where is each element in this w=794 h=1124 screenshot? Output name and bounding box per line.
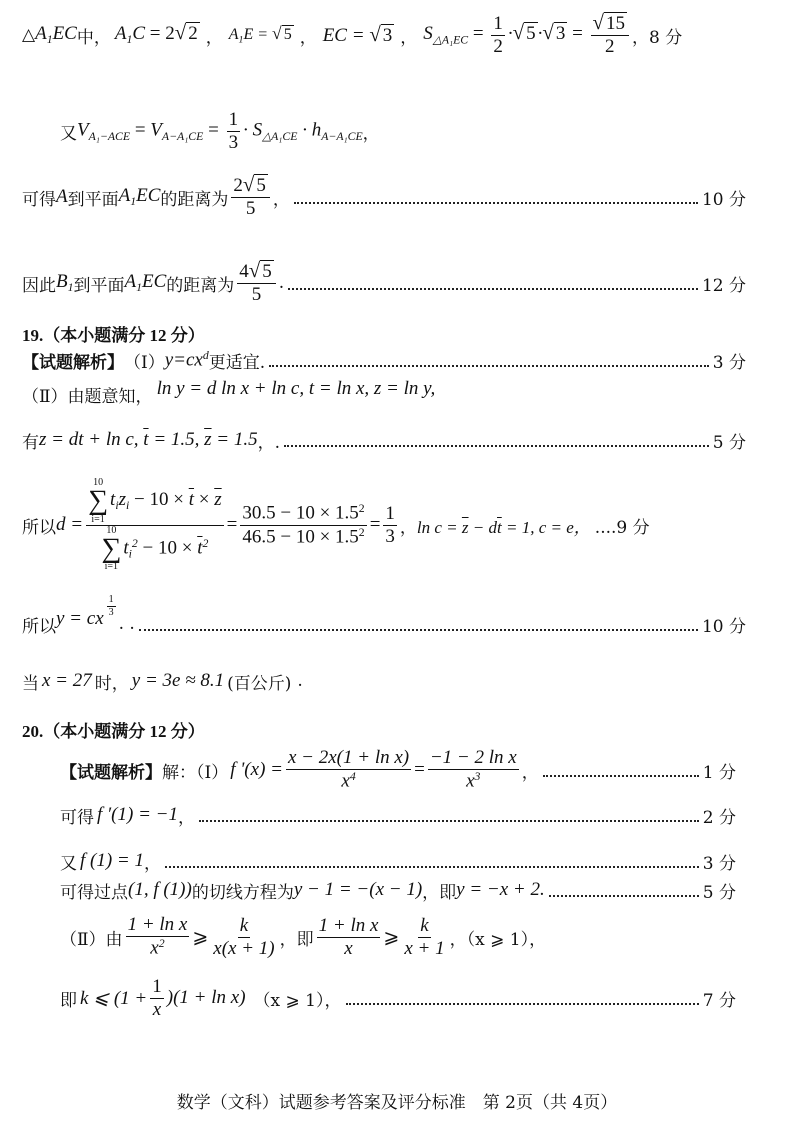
line-distance-a: 可得 A 到平面 $A_1EC$ 的距离为 2 √ 5 5 ， 10 分: [22, 172, 746, 219]
leader-dots: [294, 202, 698, 204]
score-5b: 5 分: [702, 882, 736, 903]
volume-formula: $V_{A_1-ACE} = V_{A-A_1CE}$ = $\frac{1}{3}$ · $S_{\triangle A_1CE} \cdot h_{A-A_1CE}$: [77, 108, 363, 153]
line-20-tangent: 可得过点 (1, f (1)) 的切线方程为 y − 1 = −(x − 1) ，即 y = −x + 2. 5 分: [60, 879, 736, 903]
line-19-d-value: 所以 d = 10 ∑ i=1 $t_iz_i - 10 \times \overline{t} \times \overline{z}$ 10 ∑ i=1 $t_i^2 - 10 \times \overline{t}^2$ = $\frac{30.5 - 10 \times 1.5^2}{46.5 - 10 \times 1.5^2}$ = $\frac{1}{3}$ ， $\ln c = \overline{z} - d\overline{t} = 1$, c = e， ....9 分: [22, 476, 650, 573]
line-19-result: 所以 y = cx $\frac{1}{3}$ . . 10 分: [22, 594, 746, 637]
line-20-fprime: 可得 f ′(1) = −1 ， 2 分: [60, 804, 736, 828]
score-8: ，8 分: [632, 27, 683, 48]
line-19-estimate: 当 x = 27 时， y = 3e ≈ 8.1 (百公斤) .: [22, 670, 303, 694]
q20-heading: 20.（本小题满分 12 分）: [22, 721, 205, 741]
score-10b: 10 分: [701, 616, 746, 637]
score-5: 5 分: [712, 432, 746, 453]
line-20-f1: 又 f (1) = 1 ， 3 分: [60, 850, 736, 874]
text-zhong: 中，: [76, 27, 111, 48]
line-20-k-bound: 即 k ⩽ (1 + $\frac{1}{x}$ )(1 + ln x) （x ⩾ 1）， 7 分: [60, 975, 736, 1020]
score-3: 3 分: [712, 352, 746, 373]
line-19-part2: （Ⅱ）由题意知， ln y = d ln x + ln c, t = ln x, z = ln y,: [22, 378, 436, 407]
area-formula: $S_{\triangle A_1EC}$ = $\frac{1}{2}$ · √ 5 · √ 3 = √ 15 2: [423, 12, 632, 58]
a1e-length: $A_1E$ = √ 5: [228, 22, 292, 46]
line-19-means: 有 z = dt + ln c, $\overline{t} = 1.5$, $\overline{z} = 1.5$ ，. 5 分: [22, 429, 746, 453]
leader-dots: [288, 288, 698, 290]
score-9: ....9 分: [594, 517, 650, 538]
page-footer: 数学（文科）试题参考答案及评分标准 第 2页（共 4页）: [176, 1093, 618, 1113]
score-3b: 3 分: [702, 853, 736, 874]
ec-length: EC = √ 3: [322, 21, 393, 46]
score-1: 1 分: [702, 762, 736, 783]
score-7: 7 分: [702, 990, 736, 1011]
line-20-derivative: 【试题解析】 解：（Ⅰ） f '(x) = $\frac{\text{x − 2x(1 + ln x)}}{x^4}$ = $\frac{\text{−1 − 2 ln x}}{x^3}$ ， 1 分: [60, 747, 736, 792]
line-triangle-area: △ $A_1EC$ 中， $A_1C = 2$ √ 2 ， $A_1E$ = √ 5 ， EC = √ 3 ， $S_{\triangle A_1EC}$ = $\frac{1}{2}$ · √ 5 · √ 3 = √ 15 2 ，8 分: [22, 10, 683, 57]
score-10: 10 分: [701, 189, 746, 210]
line-19-part1: 【试题解析】 （Ⅰ） $y=cx^d$ 更适宜. 3 分: [22, 348, 746, 373]
line-distance-b1: 因此 $B_1$ 到平面 $A_1EC$ 的距离为 4 √ 5 5 . 12 分: [22, 258, 746, 305]
score-2: 2 分: [702, 807, 736, 828]
line-20-part2: （Ⅱ）由 $\frac{\text{1 + ln x}}{x^2}$ ⩾ $\frac{k}{x(x + 1)}$ ，即 $\frac{\text{1 + ln x}}{x}$ ⩾ $\frac{k}{x + 1}$ ，（x ⩾ 1），: [60, 914, 547, 959]
triangle-name: $A_1EC$: [35, 22, 77, 47]
q19-heading: 19.（本小题满分 12 分）: [22, 325, 205, 345]
triangle-symbol: △: [22, 25, 36, 45]
a1c-length: $A_1C = 2$ √ 2: [114, 20, 198, 47]
score-12: 12 分: [701, 275, 746, 296]
line-volume: 又 $V_{A_1-ACE} = V_{A-A_1CE}$ = $\frac{1}{3}$ · $S_{\triangle A_1CE} \cdot h_{A-A_1CE}$ ，: [60, 108, 380, 153]
